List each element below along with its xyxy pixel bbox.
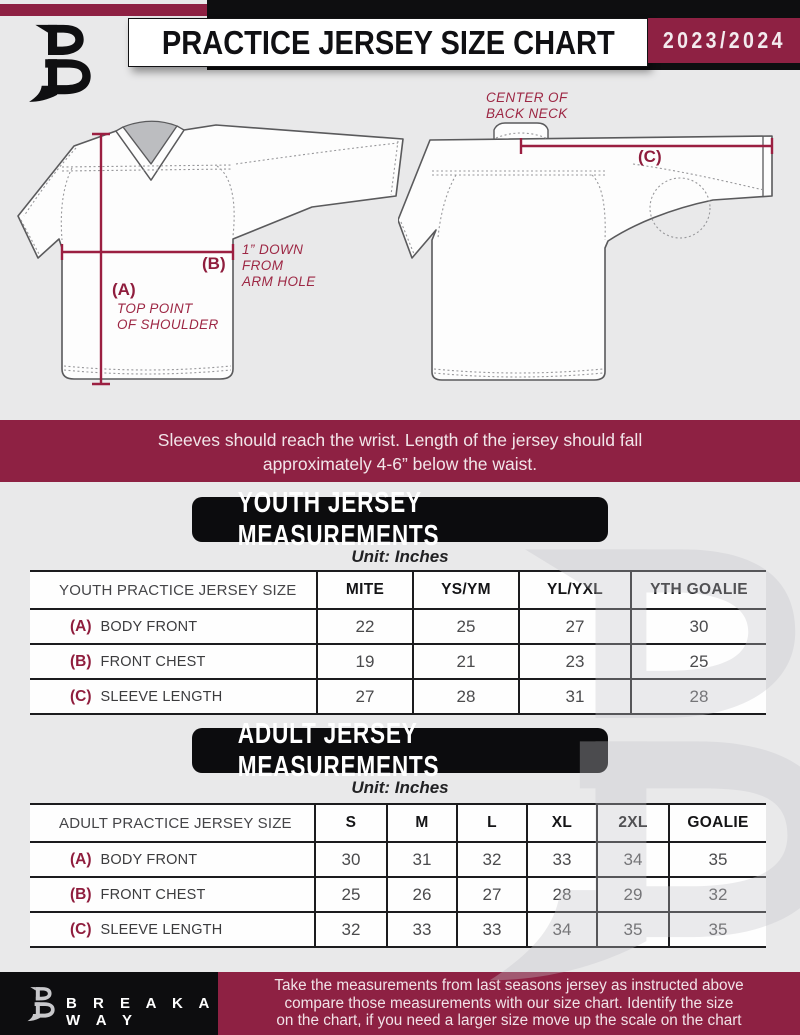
row-label: SLEEVE LENGTH bbox=[100, 921, 223, 938]
cell-value: 33 bbox=[456, 913, 526, 946]
row-label: SLEEVE LENGTH bbox=[100, 688, 223, 705]
footer-instruction-line2: compare those measurements with our size chart. Identify the size bbox=[284, 994, 734, 1012]
cell-value: 27 bbox=[518, 610, 630, 643]
cell-value: 27 bbox=[456, 878, 526, 911]
cell-value: 31 bbox=[386, 843, 456, 876]
page-title: PRACTICE JERSEY SIZE CHART bbox=[161, 23, 615, 61]
back-neck-caption-line2: BACK NECK bbox=[486, 106, 568, 121]
row-key: (B) bbox=[70, 885, 92, 903]
back-jersey-diagram bbox=[398, 88, 800, 420]
adult-heading-wrap bbox=[0, 717, 800, 783]
row-label: FRONT CHEST bbox=[100, 653, 206, 670]
row-key: (A) bbox=[70, 617, 92, 635]
cell-value: 27 bbox=[316, 680, 412, 713]
row-label-cell bbox=[30, 878, 314, 911]
fit-note-banner bbox=[0, 420, 800, 482]
row-label-cell bbox=[30, 843, 314, 876]
adult-col-header-s: S bbox=[314, 805, 386, 841]
row-label: BODY FRONT bbox=[100, 851, 198, 868]
adult-col-header-xl: XL bbox=[526, 805, 596, 841]
season-tag bbox=[648, 18, 800, 63]
header-maroon-strip bbox=[0, 4, 207, 16]
adult-col-header-size: ADULT PRACTICE JERSEY SIZE bbox=[59, 814, 292, 832]
brand-wordmark: B R E A K A W A Y bbox=[66, 995, 215, 1029]
youth-unit-label: Unit: Inches bbox=[351, 547, 449, 566]
adult-size-table bbox=[30, 803, 766, 948]
footer-logo-icon bbox=[26, 985, 58, 1022]
cell-value: 22 bbox=[316, 610, 412, 643]
back-neck-caption-line1: CENTER OF bbox=[486, 90, 568, 105]
youth-heading-pill bbox=[192, 486, 608, 552]
table-row bbox=[30, 911, 766, 946]
cell-value: 30 bbox=[314, 843, 386, 876]
cell-value: 23 bbox=[518, 645, 630, 678]
season-label: 2023/2024 bbox=[662, 27, 786, 53]
cell-value: 25 bbox=[630, 645, 766, 678]
footer-instruction-line3: on the chart, if you need a larger size move up the scale on the chart bbox=[276, 1012, 742, 1030]
adult-col-header-m: M bbox=[386, 805, 456, 841]
cell-value: 28 bbox=[526, 878, 596, 911]
cell-value: 21 bbox=[412, 645, 518, 678]
youth-table-header-row bbox=[30, 570, 766, 608]
measure-b-label: (B) bbox=[202, 254, 226, 273]
fit-note-line1: Sleeves should reach the wrist. Length of the jersey should fall bbox=[157, 430, 643, 450]
cell-value: 32 bbox=[668, 878, 766, 911]
adult-col-header-2xl: 2XL bbox=[596, 805, 668, 841]
measure-b-caption-line1: 1” DOWN bbox=[242, 242, 304, 257]
footer-instruction-line1: Take the measurements from last seasons jersey as instructed above bbox=[274, 976, 744, 994]
adult-heading: ADULT JERSEY MEASUREMENTS bbox=[237, 717, 440, 783]
youth-heading: YOUTH JERSEY MEASUREMENTS bbox=[237, 486, 440, 552]
footer-brand-band bbox=[0, 972, 218, 1035]
youth-heading-wrap bbox=[0, 486, 800, 552]
table-row bbox=[30, 608, 766, 643]
measure-b-caption-line2: FROM bbox=[242, 258, 284, 273]
title-bar bbox=[128, 18, 648, 67]
measure-a-caption-line2: OF SHOULDER bbox=[117, 317, 219, 332]
cell-value: 32 bbox=[314, 913, 386, 946]
measure-b-caption bbox=[242, 242, 316, 290]
cell-value: 28 bbox=[630, 680, 766, 713]
youth-col-header-ysym: YS/YM bbox=[412, 572, 518, 608]
table-row bbox=[30, 678, 766, 713]
table-row bbox=[30, 643, 766, 678]
row-label-cell bbox=[30, 913, 314, 946]
adult-col-header-l: L bbox=[456, 805, 526, 841]
row-label-cell bbox=[30, 610, 316, 643]
row-key: (C) bbox=[70, 687, 92, 705]
measure-a-caption bbox=[117, 301, 219, 333]
row-label-cell bbox=[30, 680, 316, 713]
table-row bbox=[30, 876, 766, 911]
cell-value: 26 bbox=[386, 878, 456, 911]
adult-col-header-goalie: GOALIE bbox=[668, 805, 766, 841]
cell-value: 19 bbox=[316, 645, 412, 678]
cell-value: 33 bbox=[526, 843, 596, 876]
row-key: (C) bbox=[70, 920, 92, 938]
cell-value: 32 bbox=[456, 843, 526, 876]
cell-value: 30 bbox=[630, 610, 766, 643]
youth-col-header-goalie: YTH GOALIE bbox=[630, 572, 766, 608]
row-key: (A) bbox=[70, 850, 92, 868]
cell-value: 35 bbox=[668, 913, 766, 946]
back-neck-caption bbox=[486, 90, 568, 122]
measure-b-caption-line3: ARM HOLE bbox=[242, 274, 316, 289]
cell-value: 31 bbox=[518, 680, 630, 713]
row-label-cell bbox=[30, 645, 316, 678]
youth-col-header-mite: MITE bbox=[316, 572, 412, 608]
measure-a-caption-line1: TOP POINT bbox=[117, 301, 193, 316]
adult-heading-pill bbox=[192, 717, 608, 783]
table-row bbox=[30, 841, 766, 876]
cell-value: 29 bbox=[596, 878, 668, 911]
cell-value: 33 bbox=[386, 913, 456, 946]
cell-value: 35 bbox=[668, 843, 766, 876]
fit-note-line2: approximately 4-6” below the waist. bbox=[262, 454, 538, 474]
row-label: FRONT CHEST bbox=[100, 886, 206, 903]
cell-value: 34 bbox=[596, 843, 668, 876]
cell-value: 28 bbox=[412, 680, 518, 713]
breakaway-logo-icon bbox=[24, 20, 100, 104]
youth-size-table bbox=[30, 570, 766, 715]
adult-table-header-row bbox=[30, 803, 766, 841]
measure-c-label: (C) bbox=[638, 147, 662, 166]
cell-value: 25 bbox=[412, 610, 518, 643]
cell-value: 35 bbox=[596, 913, 668, 946]
youth-col-header-ylyxl: YL/YXL bbox=[518, 572, 630, 608]
cell-value: 34 bbox=[526, 913, 596, 946]
row-key: (B) bbox=[70, 652, 92, 670]
row-label: BODY FRONT bbox=[100, 618, 198, 635]
adult-unit-label: Unit: Inches bbox=[351, 778, 449, 797]
cell-value: 25 bbox=[314, 878, 386, 911]
footer-instructions bbox=[218, 972, 800, 1035]
measure-a-label: (A) bbox=[112, 280, 136, 299]
youth-col-header-size: YOUTH PRACTICE JERSEY SIZE bbox=[59, 581, 297, 599]
